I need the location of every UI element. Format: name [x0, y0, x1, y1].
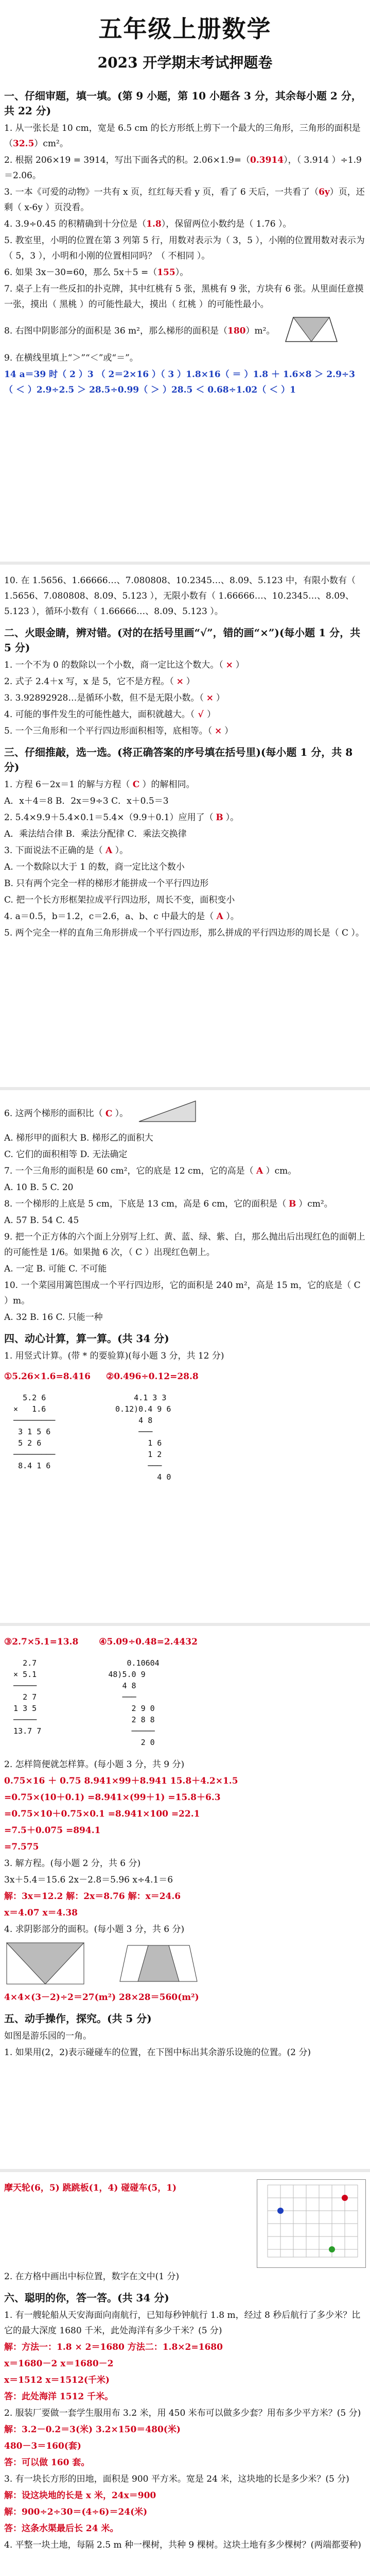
- question-9: 9. 在横线里填上“＞”“＜”或“＝”。: [4, 353, 138, 363]
- vertical-calc-3-work: 2.7 × 5.1 ───── 2 7 1 3 5 ───── 13.7 7: [13, 1658, 42, 1736]
- shade-title: 4. 求阴影部分的面积。(每小题 3 分，共 6 分): [4, 1924, 185, 1935]
- choice-2-options: A．乘法结合律 B．乘法分配律 C．乘法交换律: [4, 829, 187, 839]
- section-5: [4, 2179, 366, 2576]
- question-4: 4. 3.9÷0.45 的积精确到十分位是（1.8），保留两位小数约是（ 1.76 ）。: [4, 219, 292, 229]
- word-problem-2-sol-a: 解：3.2－0.2＝3(米) 3.2×150＝480(米): [4, 2425, 181, 2435]
- vertical-calc-4-work: 0.10604 48)5.0 9 4 8 ─── 2 9 0 2 8 8 ───── 2 0: [108, 1658, 160, 1747]
- choice-9-options: A. 一定 B. 可能 C. 不可能: [4, 1264, 107, 1274]
- question-2: 2. 根据 206×19 = 3914，写出下面各式的积。2.06×1.9=（0.3914），（ 3.914 ）÷1.9＝2.06。: [4, 155, 362, 181]
- vertical-calc-3: ③2.7×5.1=13.8 2.7 × 5.1 ───── 2 7 1 3 5 ───── 13.7 7: [4, 1637, 79, 1736]
- vertical-calc-2: ②0.496÷0.12=28.8 4.1 3 3 0.12)0.4 9 6 4 8 ─── 1 6 1 2 ─── 4 0: [105, 1371, 199, 1482]
- divider-3: [0, 1623, 370, 1626]
- choice-6-options-cd: C. 它们的面积相等 D. 无法确定: [4, 1149, 128, 1160]
- judge-5: 5. 一个三角形和一个平行四边形面积相等，底相等。（ × ）: [4, 726, 234, 736]
- section-6-heading: 六、聪明的你，答一答。(共 34 分): [4, 2292, 169, 2304]
- section-5-q2: 2. 在方格中画出中标位置，数字在文中(1 分): [4, 2272, 180, 2282]
- section-3-heading: 三、仔细推敲，选一选。(将正确答案的序号填在括号里)(每小题 1 分，共 8 分): [4, 746, 353, 773]
- section-1: [4, 82, 366, 556]
- page-subtitle: 2023 开学期末考试押题卷: [97, 54, 273, 71]
- shade-answers: 4×4×(3－2)÷2＝27(m²) 28×28＝560(m²): [4, 1992, 199, 2003]
- shade-figures: [4, 1940, 366, 1987]
- word-problem-2: 2. 服装厂要做一套学生服用布 3.2 米，用 450 米布可以做多少套？用布多少平方米？(5 分): [4, 2408, 361, 2418]
- section-4: [4, 1633, 366, 2159]
- bumper-car-icon: [329, 2246, 335, 2252]
- seesaw-icon: [277, 2208, 284, 2214]
- choice-3-option-c: C. 把一个长方形框架拉成平行四边形，周长不变，面积变小: [4, 895, 235, 905]
- vertical-calc-row: [4, 1368, 366, 1490]
- choice-9: 9. 把一个正方体的六个面上分别写上红、黄、蓝、绿、紫、白，那么抛出后出现红色的面朝上的可能性是 1/6。如果抛 6 次，（ C ）出现红色朝上。: [4, 1232, 365, 1258]
- shaded-rect-figure: [4, 1940, 86, 1987]
- question-5: 5. 教室里，小明的位置在第 3 列第 5 行，用数对表示为（ 3，5 ），小刚的位置用数对表示为（ 5，3 ），小明和小刚的位置相同吗？（ 不相同 ）。: [4, 235, 365, 261]
- triangle-icon: [136, 1098, 198, 1124]
- question-10: 10. 在 1.5656、1.66666…、7.080808、10.2345…、8.09、5.123 中，有限小数有（ 1.5656、7.080808、8.09、5.123 ），无限小数有（ 1.66666…、10.2345…、8.09、5.123 ），循环小数有（ 1.66666…、8.09、5.123 ）。: [4, 575, 356, 617]
- simplify-line-5: =7.575: [4, 1842, 39, 1852]
- question-3: 3. 一本《可爱的动物》一共有 x 页，红红每天看 y 页，看了 6 天后，一共看了（6y）页，还剩（ x-6y ）页没看。: [4, 187, 365, 213]
- section-5-intro: 如图是游乐园的一角。: [4, 2031, 92, 2041]
- trapezoid-diagram: [283, 313, 340, 349]
- judge-4: 4. 可能的事件发生的可能性越大，面积就越大。（ √ ）: [4, 709, 216, 720]
- choice-3-option-a: A. 一个数除以大于 1 的数，商一定比这个数小: [4, 862, 185, 872]
- vertical-calc-4: ④5.09÷0.48=2.4432 0.10604 48)5.0 9 4 8 ─── 2 9 0 2 8 8 ───── 2 0: [99, 1637, 198, 1747]
- section-3: [4, 1097, 366, 1613]
- vertical-calc-title: 1. 用竖式计算。(带 * 的要验算)(每小题 3 分，共 12 分): [4, 1351, 224, 1361]
- facility-positions: 摩天轮(6，5) 跳跳板(1，4) 碰碰车(5，1): [4, 2183, 177, 2193]
- section-5-q1: 1. 如果用(2，2)表示碰碰车的位置，在下图中标出其余游乐设施的位置。(2 分): [4, 2047, 311, 2058]
- choice-3: 3. 下面说法不正确的是（ A ）。: [4, 845, 129, 856]
- page-title: 五年级上册数学: [98, 15, 272, 43]
- word-problem-1: 1. 有一艘轮船从天安海面向南航行，已知每秒钟航行 1.8 m，经过 8 秒后航行了多少米？比它的最大深度 1680 千米，此处海洋有多少千米？(5 分): [4, 2310, 361, 2336]
- choice-10-options: A. 32 B. 16 C. 只能一种: [4, 1312, 103, 1323]
- word-problem-2-answer: 答：可以做 160 套。: [4, 2458, 90, 2468]
- choice-6: 6. 这两个梯形的面积比（ C ）。: [4, 1098, 366, 1129]
- simplify-line-4: =7.5＋0.075 =894.1: [4, 1825, 101, 1836]
- choice-5: 5. 两个完全一样的直角三角形拼成一个平行四边形，那么拼成的平行四边形的周长是（ C ）。: [4, 928, 364, 938]
- vertical-calc-1: ①5.26×1.6=8.416 5.2 6 × 1.6 ───────── 3 1 5 6 5 2 6 ───────── 8.4 1 6: [4, 1371, 91, 1470]
- equation-title: 3. 解方程。(每小题 2 分，共 6 分): [4, 1858, 141, 1869]
- choice-6-options-ab: A. 梯形甲的面积大 B. 梯形乙的面积大: [4, 1133, 153, 1143]
- word-problem-3-sol-a: 解：设这块地的长是 x 米，24x＝900: [4, 2490, 156, 2501]
- word-problem-3-sol-b: 解：900÷2÷30＝(4÷6)＝24(米): [4, 2507, 148, 2517]
- choice-7: 7. 一个三角形的面积是 60 cm²，它的底是 12 cm，它的高是（ A ）cm。: [4, 1166, 297, 1176]
- choice-8-options: A. 57 B. 54 C. 45: [4, 1215, 79, 1226]
- triangle-diagram: [136, 1098, 198, 1129]
- choice-10: 10. 一个菜园用篱笆围成一个平行四边形，它的面积是 240 m²，高是 15 m，它的底是（ C ）m。: [4, 1280, 361, 1306]
- choice-1-options: A．x＋4＝8 B．2x＝9÷3 C．x＋0.5＝3: [4, 796, 169, 806]
- word-problem-1-sol-c: x＝1512 x＝1512(千米): [4, 2375, 110, 2385]
- choice-4: 4. a＝0.5，b＝1.2，c＝2.6，a、b、c 中最大的是（ A ）。: [4, 911, 239, 922]
- choice-8: 8. 一个梯形的上底是 5 cm，下底是 13 cm，高是 6 cm，它的面积是（ B ）cm²。: [4, 1199, 333, 1209]
- judge-1: 1. 一个不为 0 的数除以一个小数，商一定比这个数大。（ × ）: [4, 660, 244, 670]
- word-problem-2-sol-b: 480－3＝160(套): [4, 2441, 81, 2451]
- divider-4: [0, 2169, 370, 2172]
- word-problem-4: 4. 平整一块土地，每隔 2.5 m 种一棵树，共种 9 棵树。这块土地有多少棵树？(两端都要种): [4, 2540, 361, 2550]
- simplify-title: 2. 怎样简便就怎样算。(每小题 3 分，共 9 分): [4, 1759, 185, 1770]
- simplify-line-2: =0.75×(10＋0.1) =8.941×(99＋1) =15.8＋6.3: [4, 1792, 221, 1803]
- word-problem-1-answer: 答：此处海洋 1512 千米。: [4, 2392, 114, 2402]
- judge-2: 2. 式子 2.4＋x 写，x 是 5，它不是方程。（ × ）: [4, 676, 195, 687]
- choice-3-option-b: B. 只有两个完全一样的梯形才能拼成一个平行四边形: [4, 878, 209, 889]
- question-1: 1. 从一张长是 10 cm，宽是 6.5 cm 的长方形纸上剪下一个最大的三角形，三角形的面积是（32.5）cm²。: [4, 123, 361, 149]
- vertical-calc-2-work: 4.1 3 3 0.12)0.4 9 6 4 8 ─── 1 6 1 2 ─── 4 0: [115, 1393, 171, 1482]
- section-1-heading: 一、仔细审题，填一填。(第 9 小题，第 10 小题各 3 分，其余每小题 2 分，共 22 分): [4, 90, 362, 117]
- simplify-line-3: =0.75×10＋0.75×0.1 =8.941×100 =22.1: [4, 1809, 200, 1819]
- vertical-calc-row-2: [4, 1633, 366, 1756]
- divider-2: [0, 1087, 370, 1090]
- choice-2: 2. 5.4×9.9＋5.4×0.1＝5.4×（9.9＋0.1）应用了（ B ）。: [4, 812, 239, 823]
- question-9-answers: 14 a＝39 时（ 2 ）3 （ 2＝2×16 ）（ 3 ）1.8×16（ ＝ ）1.8 ＋ 1.6×8 ＞ 2.9÷3 （ ＜ ）2.9÷2.5 ＞ 28.5÷0.99（ ＞ ）28.5 ＜ 0.68÷1.02（ ＜ ）1: [4, 369, 355, 395]
- word-problem-3: 3. 有一块长方形的田地，面积是 900 平方米。宽是 24 米，这块地的长是多少米？(5 分): [4, 2474, 349, 2484]
- divider-1: [0, 562, 370, 565]
- shaded-trapezoid-figure: [117, 1940, 200, 1987]
- coordinate-grid: [257, 2179, 366, 2268]
- word-problem-3-answer: 答：这条水渠最后长 24 米。: [4, 2523, 119, 2534]
- choice-1: 1. 方程 6－2x＝1 的解与方程（ C ）的解相同。: [4, 779, 195, 790]
- section-2-heading: 二、火眼金睛，辨对错。(对的在括号里画“√”，错的画“×”)(每小题 1 分，共 5 分): [4, 626, 361, 654]
- vertical-calc-1-work: 5.2 6 × 1.6 ───────── 3 1 5 6 5 2 6 ───────── 8.4 1 6: [13, 1393, 56, 1470]
- header: [4, 0, 366, 77]
- equation-line-3: x＝4.07 x＝4.38: [4, 1908, 78, 1918]
- ferris-wheel-icon: [342, 2195, 348, 2201]
- grid-row: [4, 2179, 366, 2268]
- equation-line-1: 3x＋5.4＝15.6 2x－2.8＝5.96 x÷4.1＝6: [4, 1875, 173, 1885]
- section-1-items: [4, 121, 366, 398]
- question-8: 8. 右图中阴影部分的面积是 36 m²，那么梯形的面积是（180）m²。: [4, 313, 366, 349]
- simplify-line-1: 0.75×16 ＋ 0.75 8.941×99＋8.941 15.8＋4.2×1.5: [4, 1776, 238, 1786]
- equation-line-2: 解：3x＝12.2 解：2x＝8.76 解：x＝24.6: [4, 1891, 181, 1902]
- judge-3: 3. 3.92892928…是循环小数，但不是无限小数。（ × ）: [4, 693, 225, 703]
- question-6: 6. 如果 3x－30=60，那么 5x＋5 =（155）。: [4, 267, 189, 278]
- word-problem-1-sol-a: 解：方法一：1.8 × 2＝1680 方法二：1.8×2=1680: [4, 2342, 223, 2352]
- section-2: [4, 572, 366, 1077]
- section-4-heading: 四、动心计算，算一算。(共 34 分): [4, 1332, 169, 1345]
- section-5-heading: 五、动手操作，探究。(共 5 分): [4, 2012, 152, 2025]
- choice-7-options: A. 10 B. 5 C. 20: [4, 1182, 74, 1193]
- trapezoid-icon: [283, 313, 340, 344]
- question-7: 7. 桌子上有一些反扣的扑克牌，其中红桃有 5 张，黑桃有 9 张，方块有 6 张。从里面任意摸一张，摸出（ 黑桃 ）的可能性最大，摸出（ 红桃 ）的可能性最小。: [4, 284, 364, 310]
- word-problem-1-sol-b: x＝1680－2 x＝1680－2: [4, 2359, 114, 2369]
